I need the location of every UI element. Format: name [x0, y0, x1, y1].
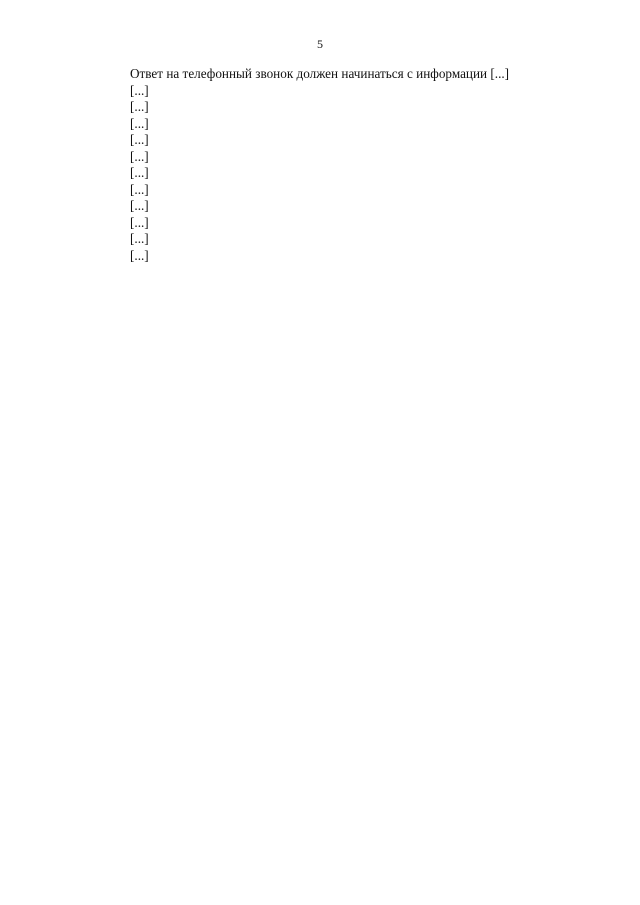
- paragraph-electronic-requests: [...]: [130, 82, 149, 98]
- paragraph-item-10: [...]: [130, 247, 149, 263]
- list-item-sample-forms: [...]: [130, 181, 149, 197]
- list-item-consultations: [...]: [130, 214, 149, 230]
- list-item-result-procedure: [...]: [130, 198, 149, 213]
- list-item-appeal-procedure: [...]: [130, 231, 149, 246]
- list-item-schedule-electronic: [...]: [130, 148, 149, 164]
- list-item-contact-data: [...]: [130, 132, 149, 147]
- list-item-schedule-other: [...]: [130, 165, 149, 180]
- page-number: 5: [317, 37, 323, 51]
- paragraph-phone-answer: Ответ на телефонный звонок должен начинаться с информации [...]: [130, 66, 510, 81]
- list-item-regulation-text: [...]: [130, 115, 149, 131]
- paragraph-item-9: [...]: [130, 99, 149, 114]
- document-body: [91, 66, 595, 264]
